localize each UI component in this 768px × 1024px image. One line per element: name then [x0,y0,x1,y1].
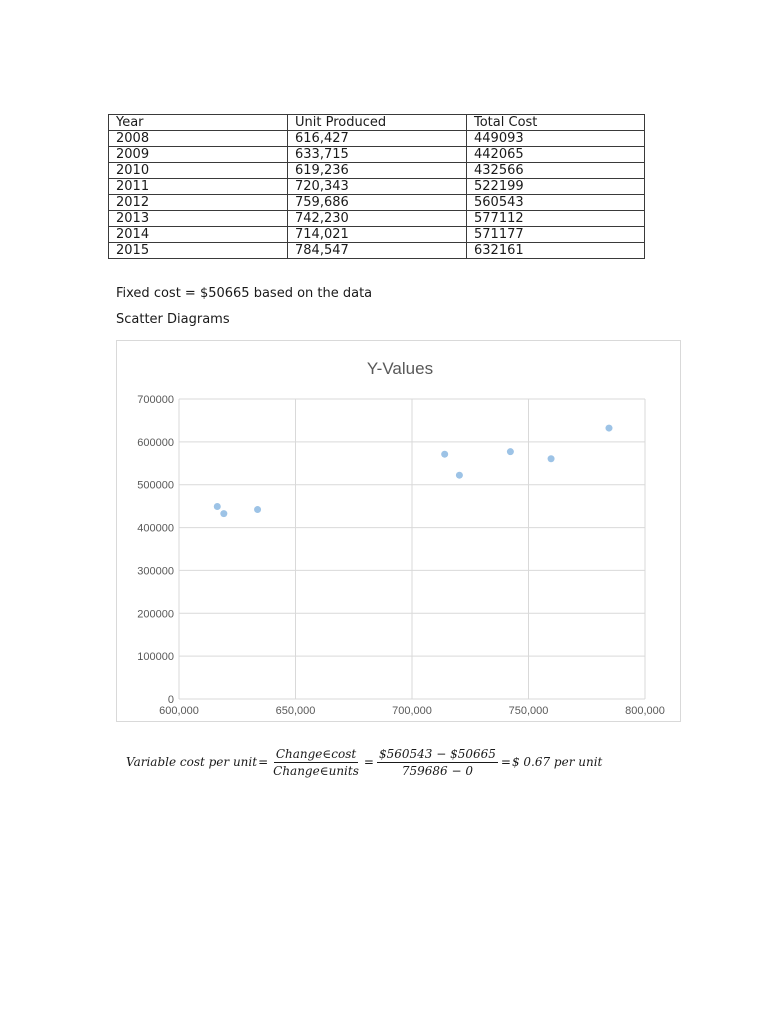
x-tick-label: 750,000 [508,705,549,717]
table-cell: 442065 [467,147,645,163]
y-tick-label: 200000 [137,608,174,621]
y-tick-label: 300000 [137,565,174,578]
x-tick-label: 800,000 [625,705,665,717]
y-tick-label: 0 [167,694,174,706]
formula-frac1-denominator: Change∈units [273,763,359,778]
table-cell: 784,547 [288,243,467,259]
y-tick-label: 600000 [137,436,174,449]
scatter-point [456,472,463,479]
table-header-cell: Total Cost [467,115,645,131]
table-cell: 2009 [109,147,288,163]
table-cell: 616,427 [288,131,467,147]
y-tick-label: 400000 [137,522,174,535]
table-row [109,131,645,147]
table-cell: 560543 [467,195,645,211]
formula-frac1-numerator: Change∈cost [275,746,357,761]
formula-lhs: Variable cost per unit [126,755,258,769]
formula-fraction-2 [377,747,498,778]
table-cell: 571177 [467,227,645,243]
table-row [109,243,645,259]
chart-title: Y-Values [366,359,434,378]
table-cell: 742,230 [288,211,467,227]
formula-equals-2: = [363,755,374,769]
table-row [109,227,645,243]
data-table [108,114,645,259]
table-header-cell: Year [109,115,288,131]
table-cell: 2012 [109,195,288,211]
table-cell: 619,236 [288,163,467,179]
table-row [109,163,645,179]
formula-frac2-numerator: $560543 − $50665 [378,746,496,761]
table-cell: 2014 [109,227,288,243]
table-cell: 449093 [467,131,645,147]
scatter-diagrams-heading: Scatter Diagrams [116,312,230,327]
y-tick-label: 700000 [137,394,174,406]
x-tick-label: 700,000 [392,705,432,717]
scatter-point [548,455,555,462]
table-cell: 2015 [109,243,288,259]
formula-fraction-1 [271,747,361,778]
x-tick-label: 650,000 [275,705,316,717]
scatter-point [214,503,221,510]
y-tick-label: 100000 [137,651,174,664]
table-cell: 577112 [467,211,645,227]
table-cell: 2013 [109,211,288,227]
table-cell: 2011 [109,179,288,195]
fixed-cost-text: Fixed cost = $50665 based on the data [116,286,373,301]
table-header-cell: Unit Produced [288,115,467,131]
table-cell: 522199 [467,179,645,195]
formula-frac2-denominator: 759686 − 0 [401,763,473,778]
variable-cost-formula [126,742,602,782]
chart-points [214,425,613,518]
scatter-point [254,506,261,513]
table-cell: 2010 [109,163,288,179]
table-cell: 720,343 [288,179,467,195]
scatter-point [220,510,227,517]
table-cell: 633,715 [288,147,467,163]
table-row [109,211,645,227]
formula-equals-3: = [500,755,511,769]
table-cell: 2008 [109,131,288,147]
scatter-point [507,448,514,455]
table-cell: 632161 [467,243,645,259]
scatter-chart-svg [117,341,680,721]
table-cell: 714,021 [288,227,467,243]
y-tick-label: 500000 [137,479,174,492]
table-row [109,179,645,195]
formula-equals-1: = [258,755,269,769]
table-cell: 759,686 [288,195,467,211]
formula-result: $ 0.67 per unit [511,755,603,769]
scatter-chart [116,340,681,722]
chart-tick-labels [137,394,665,717]
chart-grid [179,399,645,699]
table-row [109,147,645,163]
table-cell: 432566 [467,163,645,179]
table-row [109,195,645,211]
x-tick-label: 600,000 [159,705,199,717]
table-header-row [109,115,645,131]
scatter-point [441,451,448,458]
scatter-point [605,425,612,432]
